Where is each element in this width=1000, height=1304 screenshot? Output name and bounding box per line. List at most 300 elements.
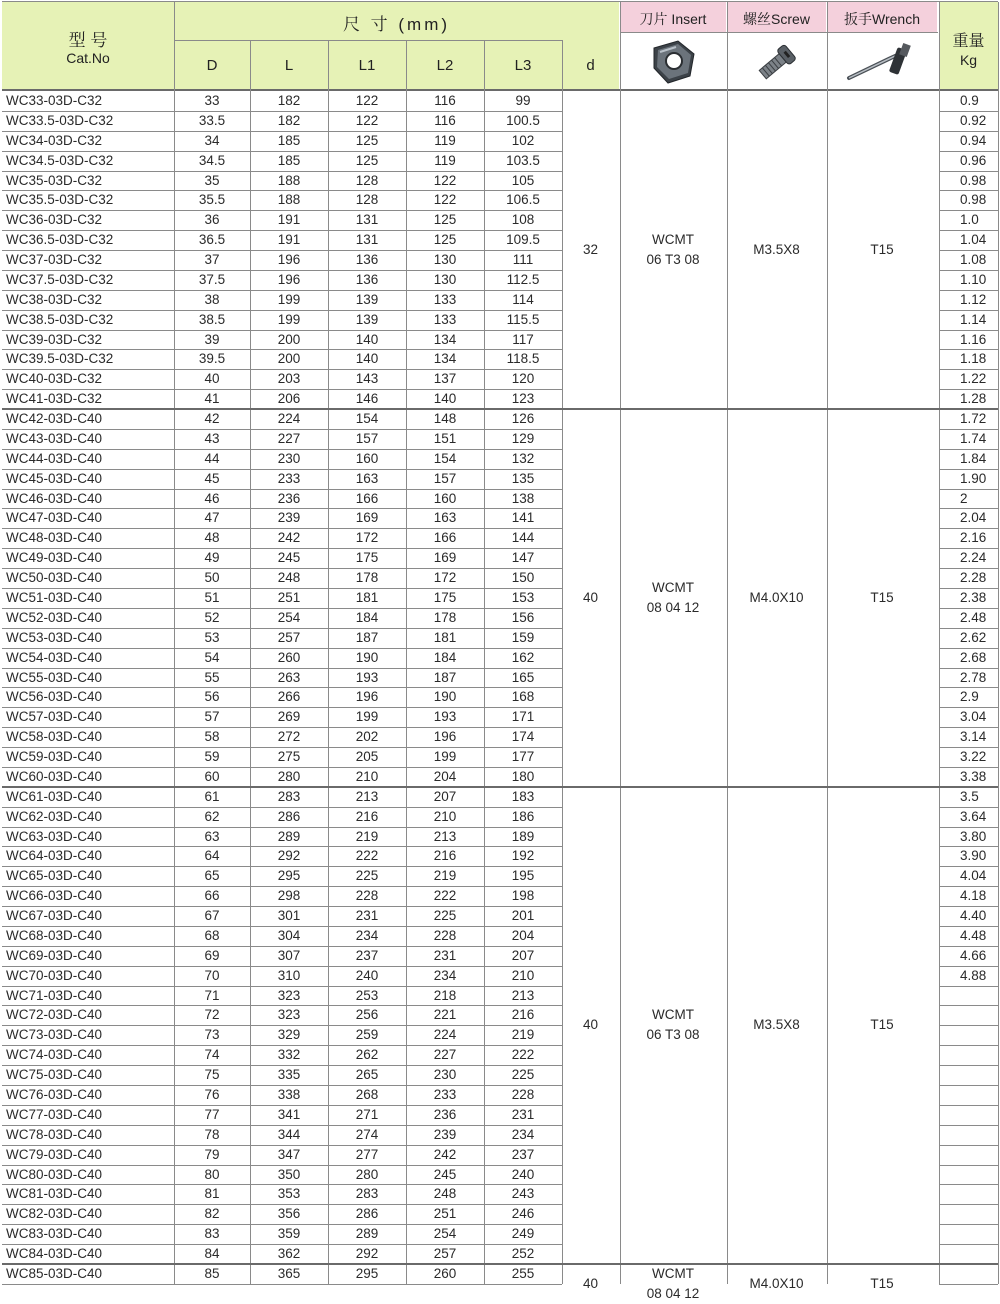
cell-dim: 286 bbox=[277, 809, 301, 824]
header-col-L1: L1 bbox=[358, 57, 376, 74]
cell-dim: 178 bbox=[355, 570, 379, 585]
row-line bbox=[939, 1065, 998, 1066]
cell-dim: 329 bbox=[277, 1027, 301, 1042]
cell-dim: 243 bbox=[511, 1186, 535, 1201]
cell-cat-no: WC35-03D-C32 bbox=[6, 173, 103, 188]
cell-dim: 81 bbox=[204, 1186, 220, 1201]
cell-weight: 1.72 bbox=[960, 411, 987, 426]
cell-dim: 237 bbox=[511, 1147, 535, 1162]
cell-dim: 216 bbox=[355, 809, 379, 824]
cell-dim: 185 bbox=[277, 133, 301, 148]
cell-dim: 62 bbox=[204, 809, 220, 824]
cell-dim: 236 bbox=[433, 1107, 457, 1122]
cell-weight: 2.68 bbox=[960, 650, 987, 665]
cell-cat-no: WC59-03D-C40 bbox=[6, 749, 103, 764]
row-line bbox=[2, 369, 562, 370]
cell-cat-no: WC46-03D-C40 bbox=[6, 491, 103, 506]
cell-dim: 234 bbox=[433, 968, 457, 983]
cell-dim: 271 bbox=[355, 1107, 379, 1122]
cell-dim: 239 bbox=[277, 510, 301, 525]
cell-cat-no: WC43-03D-C40 bbox=[6, 431, 103, 446]
row-line bbox=[2, 310, 562, 311]
row-line bbox=[939, 1224, 998, 1225]
cell-dim: 34 bbox=[204, 133, 220, 148]
cell-dim: 193 bbox=[355, 670, 379, 685]
cell-dim: 213 bbox=[433, 829, 457, 844]
cell-dim: 206 bbox=[277, 391, 301, 406]
cell-dim: 237 bbox=[355, 948, 379, 963]
cell-dim: 182 bbox=[277, 93, 301, 108]
cell-weight: 4.18 bbox=[960, 888, 987, 903]
cell-dim: 189 bbox=[511, 829, 535, 844]
cell-dim: 181 bbox=[433, 630, 457, 645]
cell-dim: 231 bbox=[355, 908, 379, 923]
cell-dim: 257 bbox=[433, 1246, 457, 1261]
cell-dim: 66 bbox=[204, 888, 220, 903]
row-line bbox=[939, 767, 998, 768]
insert-code-line: WCMT bbox=[652, 1266, 694, 1281]
row-line bbox=[939, 389, 998, 390]
row-line bbox=[939, 1105, 998, 1106]
cell-dim: 260 bbox=[277, 650, 301, 665]
cell-cat-no: WC63-03D-C40 bbox=[6, 829, 103, 844]
cell-dim: 190 bbox=[355, 650, 379, 665]
header-col-L3: L3 bbox=[514, 57, 532, 74]
cell-cat-no: WC39-03D-C32 bbox=[6, 332, 103, 347]
row-line bbox=[939, 469, 998, 470]
cell-dim: 119 bbox=[434, 133, 456, 148]
cell-dim: 61 bbox=[204, 789, 220, 804]
cell-dim: 274 bbox=[355, 1127, 379, 1142]
cell-dim: 151 bbox=[433, 431, 457, 446]
row-line bbox=[2, 1224, 562, 1225]
insert-code-line: 06 T3 08 bbox=[646, 1027, 700, 1042]
row-line bbox=[2, 1165, 562, 1166]
cell-dim: 100.5 bbox=[506, 113, 540, 128]
row-line bbox=[2, 151, 562, 152]
column-divider bbox=[727, 2, 728, 1284]
cell-dim: 207 bbox=[511, 948, 535, 963]
cell-dim: 166 bbox=[433, 530, 457, 545]
row-line bbox=[2, 628, 562, 629]
cell-cat-no: WC79-03D-C40 bbox=[6, 1147, 103, 1162]
cell-dim: 227 bbox=[277, 431, 301, 446]
cell-cat-no: WC53-03D-C40 bbox=[6, 630, 103, 645]
header-col-D: D bbox=[206, 57, 218, 74]
cell-cat-no: WC64-03D-C40 bbox=[6, 848, 103, 863]
cell-dim: 310 bbox=[277, 968, 301, 983]
row-line bbox=[939, 310, 998, 311]
cell-dim: 256 bbox=[355, 1007, 379, 1022]
cell-weight: 0.9 bbox=[960, 93, 979, 108]
cell-dim: 280 bbox=[355, 1167, 379, 1182]
cell-dim: 269 bbox=[277, 709, 301, 724]
cell-dim: 239 bbox=[433, 1127, 457, 1142]
cell-dim: 323 bbox=[277, 1007, 301, 1022]
cell-dim: 129 bbox=[511, 431, 535, 446]
cell-dim: 33.5 bbox=[198, 113, 226, 128]
cell-dim: 233 bbox=[277, 471, 301, 486]
row-line bbox=[939, 568, 998, 569]
cell-dim: 76 bbox=[204, 1087, 220, 1102]
header-insert: 刀片 Insert bbox=[639, 11, 707, 27]
cell-weight: 0.94 bbox=[960, 133, 987, 148]
row-line bbox=[2, 1284, 562, 1285]
row-line bbox=[939, 151, 998, 152]
cell-dim: 199 bbox=[355, 709, 379, 724]
cell-weight: 2.16 bbox=[960, 530, 987, 545]
insert-code-line: WCMT bbox=[652, 232, 694, 247]
row-line bbox=[939, 1204, 998, 1205]
cell-dim: 234 bbox=[355, 928, 379, 943]
cell-dim: 292 bbox=[355, 1246, 379, 1261]
cell-weight: 1.0 bbox=[960, 212, 979, 227]
row-line bbox=[939, 190, 998, 191]
cell-cat-no: WC65-03D-C40 bbox=[6, 868, 103, 883]
cell-weight: 2.78 bbox=[960, 670, 987, 685]
row-line bbox=[2, 1005, 562, 1006]
cell-dim: 263 bbox=[277, 670, 301, 685]
row-line bbox=[939, 588, 998, 589]
cell-cat-no: WC76-03D-C40 bbox=[6, 1087, 103, 1102]
cell-dim: 204 bbox=[433, 769, 457, 784]
cell-dim: 38.5 bbox=[198, 312, 226, 327]
group-screw: M3.5X8 bbox=[753, 242, 800, 257]
cell-dim: 248 bbox=[277, 570, 301, 585]
cell-cat-no: WC80-03D-C40 bbox=[6, 1167, 103, 1182]
cell-dim: 245 bbox=[277, 550, 301, 565]
group-wrench: T15 bbox=[870, 590, 894, 605]
cell-dim: 78 bbox=[204, 1127, 220, 1142]
cell-dim: 141 bbox=[511, 510, 535, 525]
cell-cat-no: WC33.5-03D-C32 bbox=[6, 113, 114, 128]
cell-dim: 289 bbox=[355, 1226, 379, 1241]
row-line bbox=[2, 250, 562, 251]
row-line bbox=[2, 588, 562, 589]
cell-dim: 304 bbox=[277, 928, 301, 943]
cell-dim: 82 bbox=[204, 1206, 220, 1221]
cell-weight: 1.90 bbox=[960, 471, 987, 486]
cell-weight: 1.18 bbox=[960, 351, 987, 366]
cell-dim: 259 bbox=[355, 1027, 379, 1042]
cell-dim: 37 bbox=[204, 252, 220, 267]
cell-cat-no: WC72-03D-C40 bbox=[6, 1007, 103, 1022]
row-line bbox=[939, 449, 998, 450]
row-line bbox=[2, 986, 562, 987]
cell-cat-no: WC45-03D-C40 bbox=[6, 471, 103, 486]
cell-dim: 257 bbox=[277, 630, 301, 645]
cell-dim: 193 bbox=[433, 709, 457, 724]
cell-cat-no: WC39.5-03D-C32 bbox=[6, 351, 114, 366]
cell-dim: 210 bbox=[433, 809, 457, 824]
group-screw: M4.0X10 bbox=[749, 590, 804, 605]
cell-dim: 47 bbox=[204, 510, 220, 525]
cell-dim: 154 bbox=[355, 411, 379, 426]
row-line bbox=[2, 131, 562, 132]
cell-dim: 59 bbox=[204, 749, 220, 764]
cell-dim: 187 bbox=[433, 670, 457, 685]
cell-dim: 196 bbox=[277, 252, 301, 267]
cell-dim: 160 bbox=[355, 451, 379, 466]
cell-dim: 165 bbox=[511, 670, 535, 685]
cell-dim: 36 bbox=[204, 212, 220, 227]
cell-weight: 0.98 bbox=[960, 173, 987, 188]
group-wrench: T15 bbox=[870, 242, 894, 257]
cell-dim: 133 bbox=[433, 292, 457, 307]
column-divider bbox=[562, 40, 563, 1284]
cell-weight: 1.04 bbox=[960, 232, 987, 247]
cell-cat-no: WC41-03D-C32 bbox=[6, 391, 103, 406]
row-line bbox=[2, 1045, 562, 1046]
cell-cat-no: WC54-03D-C40 bbox=[6, 650, 103, 665]
cell-dim: 56 bbox=[204, 689, 220, 704]
cell-cat-no: WC60-03D-C40 bbox=[6, 769, 103, 784]
cell-dim: 147 bbox=[511, 550, 535, 565]
cell-dim: 186 bbox=[511, 809, 535, 824]
insert-code-line: WCMT bbox=[652, 580, 694, 595]
cell-dim: 228 bbox=[433, 928, 457, 943]
cell-dim: 190 bbox=[433, 689, 457, 704]
cell-dim: 136 bbox=[355, 272, 379, 287]
cell-dim: 216 bbox=[511, 1007, 535, 1022]
cell-dim: 178 bbox=[433, 610, 457, 625]
cell-dim: 255 bbox=[511, 1266, 535, 1281]
cell-cat-no: WC35.5-03D-C32 bbox=[6, 192, 114, 207]
row-line bbox=[939, 966, 998, 967]
cell-cat-no: WC66-03D-C40 bbox=[6, 888, 103, 903]
cell-dim: 216 bbox=[433, 848, 457, 863]
cell-weight: 2.28 bbox=[960, 570, 987, 585]
row-line bbox=[2, 1125, 562, 1126]
cell-dim: 230 bbox=[433, 1067, 457, 1082]
group-shank-d: 32 bbox=[582, 242, 599, 257]
cell-dim: 163 bbox=[355, 471, 379, 486]
group-shank-d: 40 bbox=[582, 1017, 599, 1032]
cell-dim: 122 bbox=[355, 113, 379, 128]
cell-dim: 38 bbox=[204, 292, 220, 307]
row-line bbox=[939, 1165, 998, 1166]
row-line bbox=[939, 926, 998, 927]
group-screw: M4.0X10 bbox=[749, 1276, 804, 1291]
header-weight-cn: 重量 bbox=[952, 33, 985, 50]
group-shank-d: 40 bbox=[582, 1276, 599, 1291]
cell-cat-no: WC38.5-03D-C32 bbox=[6, 312, 114, 327]
cell-dim: 46 bbox=[204, 491, 220, 506]
row-line bbox=[2, 449, 562, 450]
cell-dim: 201 bbox=[511, 908, 535, 923]
cell-dim: 362 bbox=[277, 1246, 301, 1261]
cell-dim: 332 bbox=[277, 1047, 301, 1062]
cell-cat-no: WC52-03D-C40 bbox=[6, 610, 103, 625]
header-weight-unit: Kg bbox=[959, 52, 978, 68]
cell-dim: 359 bbox=[277, 1226, 301, 1241]
cell-cat-no: WC57-03D-C40 bbox=[6, 709, 103, 724]
cell-dim: 42 bbox=[204, 411, 220, 426]
cell-dim: 169 bbox=[355, 510, 379, 525]
row-line bbox=[939, 648, 998, 649]
cell-dim: 73 bbox=[204, 1027, 220, 1042]
cell-dim: 175 bbox=[355, 550, 379, 565]
cell-dim: 254 bbox=[433, 1226, 457, 1241]
cell-dim: 103.5 bbox=[506, 153, 540, 168]
cell-dim: 163 bbox=[433, 510, 457, 525]
cell-dim: 67 bbox=[204, 908, 220, 923]
cell-dim: 169 bbox=[433, 550, 457, 565]
cell-cat-no: WC85-03D-C40 bbox=[6, 1266, 103, 1281]
cell-dim: 233 bbox=[433, 1087, 457, 1102]
cell-cat-no: WC77-03D-C40 bbox=[6, 1107, 103, 1122]
row-line bbox=[939, 827, 998, 828]
cell-dim: 117 bbox=[512, 332, 534, 347]
row-line bbox=[939, 1145, 998, 1146]
cell-cat-no: WC44-03D-C40 bbox=[6, 451, 103, 466]
cell-weight: 2.62 bbox=[960, 630, 987, 645]
cell-dim: 207 bbox=[433, 789, 457, 804]
cell-dim: 138 bbox=[511, 491, 535, 506]
cell-dim: 353 bbox=[277, 1186, 301, 1201]
cell-weight: 3.80 bbox=[960, 829, 987, 844]
cell-dim: 248 bbox=[433, 1186, 457, 1201]
header-dims-divider bbox=[174, 40, 562, 41]
row-line bbox=[939, 270, 998, 271]
cell-cat-no: WC74-03D-C40 bbox=[6, 1047, 103, 1062]
cell-dim: 153 bbox=[511, 590, 535, 605]
group-separator bbox=[2, 408, 998, 410]
cell-dim: 71 bbox=[204, 988, 220, 1003]
cell-dim: 116 bbox=[434, 93, 456, 108]
cell-cat-no: WC42-03D-C40 bbox=[6, 411, 103, 426]
row-line bbox=[2, 1085, 562, 1086]
row-line bbox=[939, 369, 998, 370]
group-insert bbox=[620, 230, 726, 270]
row-line bbox=[939, 707, 998, 708]
cell-dim: 125 bbox=[355, 153, 379, 168]
cell-dim: 105 bbox=[511, 173, 535, 188]
cell-dim: 157 bbox=[355, 431, 379, 446]
cell-dim: 275 bbox=[277, 749, 301, 764]
cell-dim: 219 bbox=[511, 1027, 535, 1042]
cell-dim: 49 bbox=[204, 550, 220, 565]
cell-dim: 224 bbox=[433, 1027, 457, 1042]
cell-dim: 123 bbox=[511, 391, 535, 406]
row-line bbox=[939, 131, 998, 132]
cell-dim: 175 bbox=[433, 590, 457, 605]
row-line bbox=[939, 687, 998, 688]
row-line bbox=[939, 986, 998, 987]
header-col-L2: L2 bbox=[436, 57, 454, 74]
cell-dim: 181 bbox=[355, 590, 379, 605]
cell-dim: 272 bbox=[277, 729, 301, 744]
cell-weight: 1.22 bbox=[960, 371, 987, 386]
cell-dim: 160 bbox=[433, 491, 457, 506]
insert-code-line: WCMT bbox=[652, 1007, 694, 1022]
cell-dim: 184 bbox=[355, 610, 379, 625]
cell-weight: 1.10 bbox=[960, 272, 987, 287]
cell-weight: 1.12 bbox=[960, 292, 987, 307]
row-line bbox=[2, 807, 562, 808]
row-line bbox=[2, 648, 562, 649]
cell-dim: 180 bbox=[511, 769, 535, 784]
cell-dim: 219 bbox=[433, 868, 457, 883]
cell-dim: 74 bbox=[204, 1047, 220, 1062]
cell-weight: 2 bbox=[960, 491, 968, 506]
cell-dim: 136 bbox=[355, 252, 379, 267]
right-border bbox=[998, 2, 999, 1284]
cell-weight: 3.38 bbox=[960, 769, 987, 784]
cell-dim: 228 bbox=[355, 888, 379, 903]
cell-dim: 191 bbox=[277, 232, 301, 247]
cell-dim: 262 bbox=[355, 1047, 379, 1062]
cell-dim: 283 bbox=[355, 1186, 379, 1201]
row-line bbox=[2, 668, 562, 669]
column-divider bbox=[939, 2, 940, 1284]
cell-dim: 140 bbox=[433, 391, 457, 406]
cell-dim: 64 bbox=[204, 848, 220, 863]
group-shank-d: 40 bbox=[582, 590, 599, 605]
cell-dim: 230 bbox=[277, 451, 301, 466]
cell-dim: 148 bbox=[433, 411, 457, 426]
cell-cat-no: WC75-03D-C40 bbox=[6, 1067, 103, 1082]
cell-dim: 222 bbox=[433, 888, 457, 903]
cell-cat-no: WC55-03D-C40 bbox=[6, 670, 103, 685]
cell-dim: 130 bbox=[433, 252, 457, 267]
row-line bbox=[2, 111, 562, 112]
cell-dim: 225 bbox=[511, 1067, 535, 1082]
cell-dim: 150 bbox=[511, 570, 535, 585]
row-line bbox=[939, 1184, 998, 1185]
row-line bbox=[2, 767, 562, 768]
group-wrench: T15 bbox=[870, 1017, 894, 1032]
cell-dim: 115.5 bbox=[506, 312, 540, 327]
cell-dim: 227 bbox=[433, 1047, 457, 1062]
header-wrench: 扳手Wrench bbox=[844, 11, 920, 27]
row-line bbox=[939, 548, 998, 549]
cell-dim: 172 bbox=[355, 530, 379, 545]
cell-dim: 140 bbox=[355, 332, 379, 347]
cell-dim: 231 bbox=[511, 1107, 535, 1122]
cell-dim: 265 bbox=[355, 1067, 379, 1082]
cell-cat-no: WC50-03D-C40 bbox=[6, 570, 103, 585]
row-line bbox=[939, 508, 998, 509]
cell-weight: 1.16 bbox=[960, 332, 987, 347]
cell-dim: 69 bbox=[204, 948, 220, 963]
wrench-icon bbox=[845, 40, 917, 84]
cell-weight: 4.66 bbox=[960, 948, 987, 963]
row-line bbox=[939, 727, 998, 728]
cell-dim: 199 bbox=[277, 292, 301, 307]
cell-weight: 1.08 bbox=[960, 252, 987, 267]
cell-cat-no: WC51-03D-C40 bbox=[6, 590, 103, 605]
row-line bbox=[939, 111, 998, 112]
row-line bbox=[2, 290, 562, 291]
cell-dim: 157 bbox=[433, 471, 457, 486]
group-insert bbox=[620, 578, 726, 618]
cell-dim: 242 bbox=[433, 1147, 457, 1162]
cell-cat-no: WC37.5-03D-C32 bbox=[6, 272, 114, 287]
cell-cat-no: WC36.5-03D-C32 bbox=[6, 232, 114, 247]
row-line bbox=[2, 1244, 562, 1245]
cell-weight: 4.04 bbox=[960, 868, 987, 883]
row-line bbox=[2, 1105, 562, 1106]
cell-weight: 2.9 bbox=[960, 689, 979, 704]
cell-dim: 203 bbox=[277, 371, 301, 386]
row-line bbox=[2, 926, 562, 927]
row-line bbox=[2, 330, 562, 331]
row-line bbox=[2, 389, 562, 390]
cell-dim: 41 bbox=[204, 391, 220, 406]
row-line bbox=[2, 1025, 562, 1026]
cell-dim: 245 bbox=[433, 1167, 457, 1182]
